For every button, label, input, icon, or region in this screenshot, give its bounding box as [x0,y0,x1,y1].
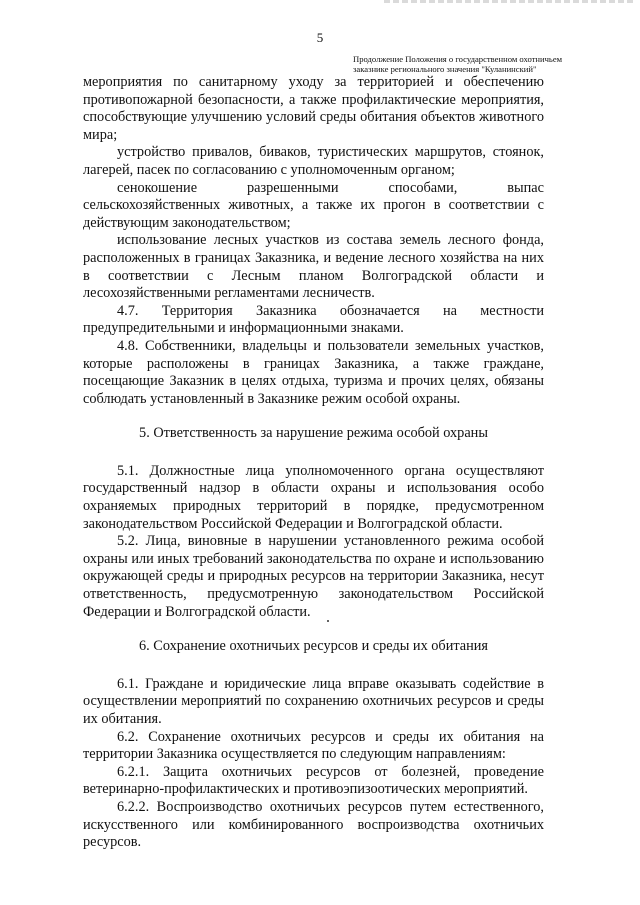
paragraph: 6.2. Сохранение охотничьих ресурсов и среды их обитания на территории Заказника осуществляется по следующим направлениям: [83,728,544,763]
paragraph: мероприятия по санитарному уходу за территорией и обеспечению противопожарной безопасности, а также профилактические мероприятия, способствующие улучшению условий среды обитания объектов животного мира; [83,74,544,143]
paragraph: 5.1. Должностные лица уполномоченного органа осуществляют государственный надзор в области охраны и использования особо охраняемых природных территорий в порядке, предусмотренном законодательством Российской Федерации и Волгоградской области. [83,462,544,532]
running-header-line-2: заказнике регионального значения "Куланинский" [353,64,537,74]
scan-artifact [384,0,634,3]
paragraph: 4.8. Собственники, владельцы и пользователи земельных участков, которые расположены в границах Заказника, а также граждане, посещающие Заказник в целях отдыха, туризма и прочих целях, обязаны соблюдать установленный в Заказнике режим особой охраны. [83,337,544,407]
section-heading-6: 6. Сохранение охотничьих ресурсов и среды их обитания [138,638,489,655]
paragraph: 6.2.2. Воспроизводство охотничьих ресурсов путем естественного, искусственного или комбинированного воспроизводства охотничьих ресурсов. [83,798,544,851]
running-header-line-1: Продолжение Положения о государственном охотничьем [353,54,563,64]
paragraph: использование лесных участков из состава земель лесного фонда, расположенных в границах Заказника, и ведение лесного хозяйства на них в соответствии с Лесным планом Волгоградской области и лесохозяйственными регламентами лесничеств. [83,232,544,302]
section-heading-5: 5. Ответственность за нарушение режима особой охраны [139,425,488,442]
paragraph: 4.7. Территория Заказника обозначается на местности предупредительными и информационными знаками. [83,302,544,337]
paragraph: 6.2.1. Защита охотничьих ресурсов от болезней, проведение ветеринарно-профилактических и противоэпизоотических мероприятий. [83,763,544,798]
page-number: 5 [316,30,324,45]
document-body [83,74,544,852]
paragraph: сенокошение разрешенными способами, выпас сельскохозяйственных животных, а также их прогон в соответствии с действующим законодательством; [83,179,544,231]
running-header [353,54,633,74]
paragraph: 5.2. Лица, виновные в нарушении установленного режима особой охраны или иных требований законодательства по охране и использованию окружающей среды и природных ресурсов на территории Заказника, несут ответственность, предусмотренную законодательством Российской Федерации и Волгоградской области. [83,533,544,620]
paragraph: 6.1. Граждане и юридические лица вправе оказывать содействие в осуществлении мероприятий по сохранению охотничьих ресурсов и среды их обитания. [83,675,544,727]
paragraph: устройство привалов, биваков, туристических маршрутов, стоянок, лагерей, пасек по согласованию с уполномоченным органом; [83,144,544,178]
scan-speck [327,620,329,622]
